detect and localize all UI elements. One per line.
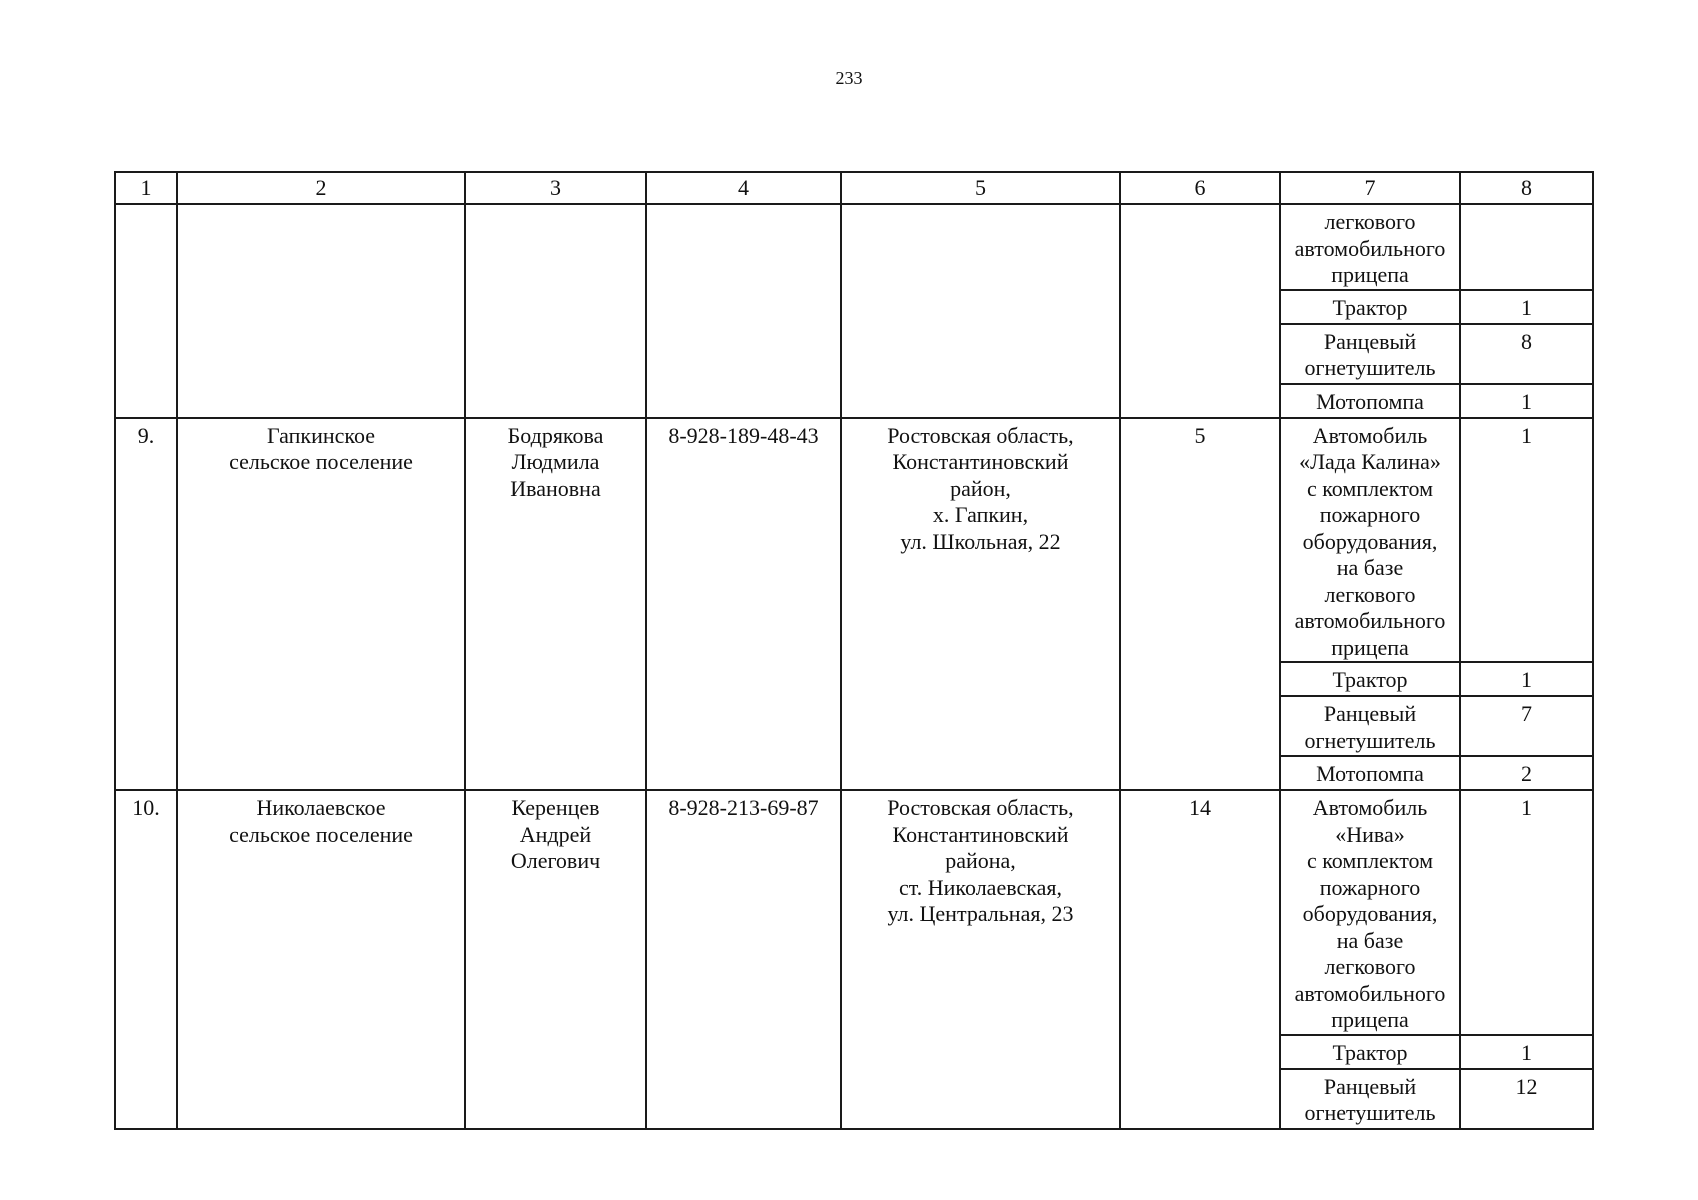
equipment-qty-cell: 12 (1460, 1069, 1593, 1129)
equipment-qty-cell (1460, 204, 1593, 290)
contact-cell: Бодрякова Людмила Ивановна (465, 418, 646, 791)
address-cell: Ростовская область, Константиновский района, ст. Николаевская, ул. Центральная, 23 (841, 790, 1120, 1129)
equipment-name-cell: Ранцевый огнетушитель (1280, 696, 1460, 756)
equipment-qty-cell: 1 (1460, 384, 1593, 418)
settlement-cell: Гапкинское сельское поселение (177, 418, 465, 791)
equipment-qty-cell: 1 (1460, 662, 1593, 696)
phone-cell: 8-928-213-69-87 (646, 790, 841, 1129)
settlement-cell (177, 204, 465, 418)
column-header: 8 (1460, 172, 1593, 204)
column-header: 4 (646, 172, 841, 204)
column-header: 1 (115, 172, 177, 204)
equipment-name-cell: Мотопомпа (1280, 756, 1460, 790)
equipment-name-cell: легкового автомобильного прицепа (1280, 204, 1460, 290)
number-cell: 10. (115, 790, 177, 1129)
equipment-name-cell: Трактор (1280, 662, 1460, 696)
count-cell: 5 (1120, 418, 1280, 791)
column-header: 6 (1120, 172, 1280, 204)
column-header: 2 (177, 172, 465, 204)
number-cell (115, 204, 177, 418)
equipment-name-cell: Автомобиль «Нива» с комплектом пожарного оборудования, на базе легкового автомобильного прицепа (1280, 790, 1460, 1035)
equipment-qty-cell: 1 (1460, 290, 1593, 324)
settlement-cell: Николаевское сельское поселение (177, 790, 465, 1129)
count-cell: 14 (1120, 790, 1280, 1129)
count-cell (1120, 204, 1280, 418)
equipment-qty-cell: 1 (1460, 418, 1593, 663)
equipment-name-cell: Ранцевый огнетушитель (1280, 1069, 1460, 1129)
table-row (115, 418, 1593, 663)
phone-cell: 8-928-189-48-43 (646, 418, 841, 791)
equipment-name-cell: Трактор (1280, 290, 1460, 324)
column-header: 7 (1280, 172, 1460, 204)
column-header: 3 (465, 172, 646, 204)
header-row (115, 172, 1593, 204)
page-number: 233 (835, 68, 863, 88)
equipment-qty-cell: 1 (1460, 790, 1593, 1035)
equipment-qty-cell: 2 (1460, 756, 1593, 790)
number-cell: 9. (115, 418, 177, 791)
equipment-name-cell: Мотопомпа (1280, 384, 1460, 418)
contact-cell: Керенцев Андрей Олегович (465, 790, 646, 1129)
phone-cell (646, 204, 841, 418)
address-cell (841, 204, 1120, 418)
address-cell: Ростовская область, Константиновский район, х. Гапкин, ул. Школьная, 22 (841, 418, 1120, 791)
equipment-table (114, 171, 1594, 1130)
equipment-name-cell: Ранцевый огнетушитель (1280, 324, 1460, 384)
table-row (115, 204, 1593, 290)
column-header: 5 (841, 172, 1120, 204)
contact-cell (465, 204, 646, 418)
equipment-name-cell: Трактор (1280, 1035, 1460, 1069)
equipment-qty-cell: 8 (1460, 324, 1593, 384)
table-row (115, 790, 1593, 1035)
equipment-qty-cell: 1 (1460, 1035, 1593, 1069)
equipment-qty-cell: 7 (1460, 696, 1593, 756)
equipment-name-cell: Автомобиль «Лада Калина» с комплектом пожарного оборудования, на базе легкового автомобильного прицепа (1280, 418, 1460, 663)
